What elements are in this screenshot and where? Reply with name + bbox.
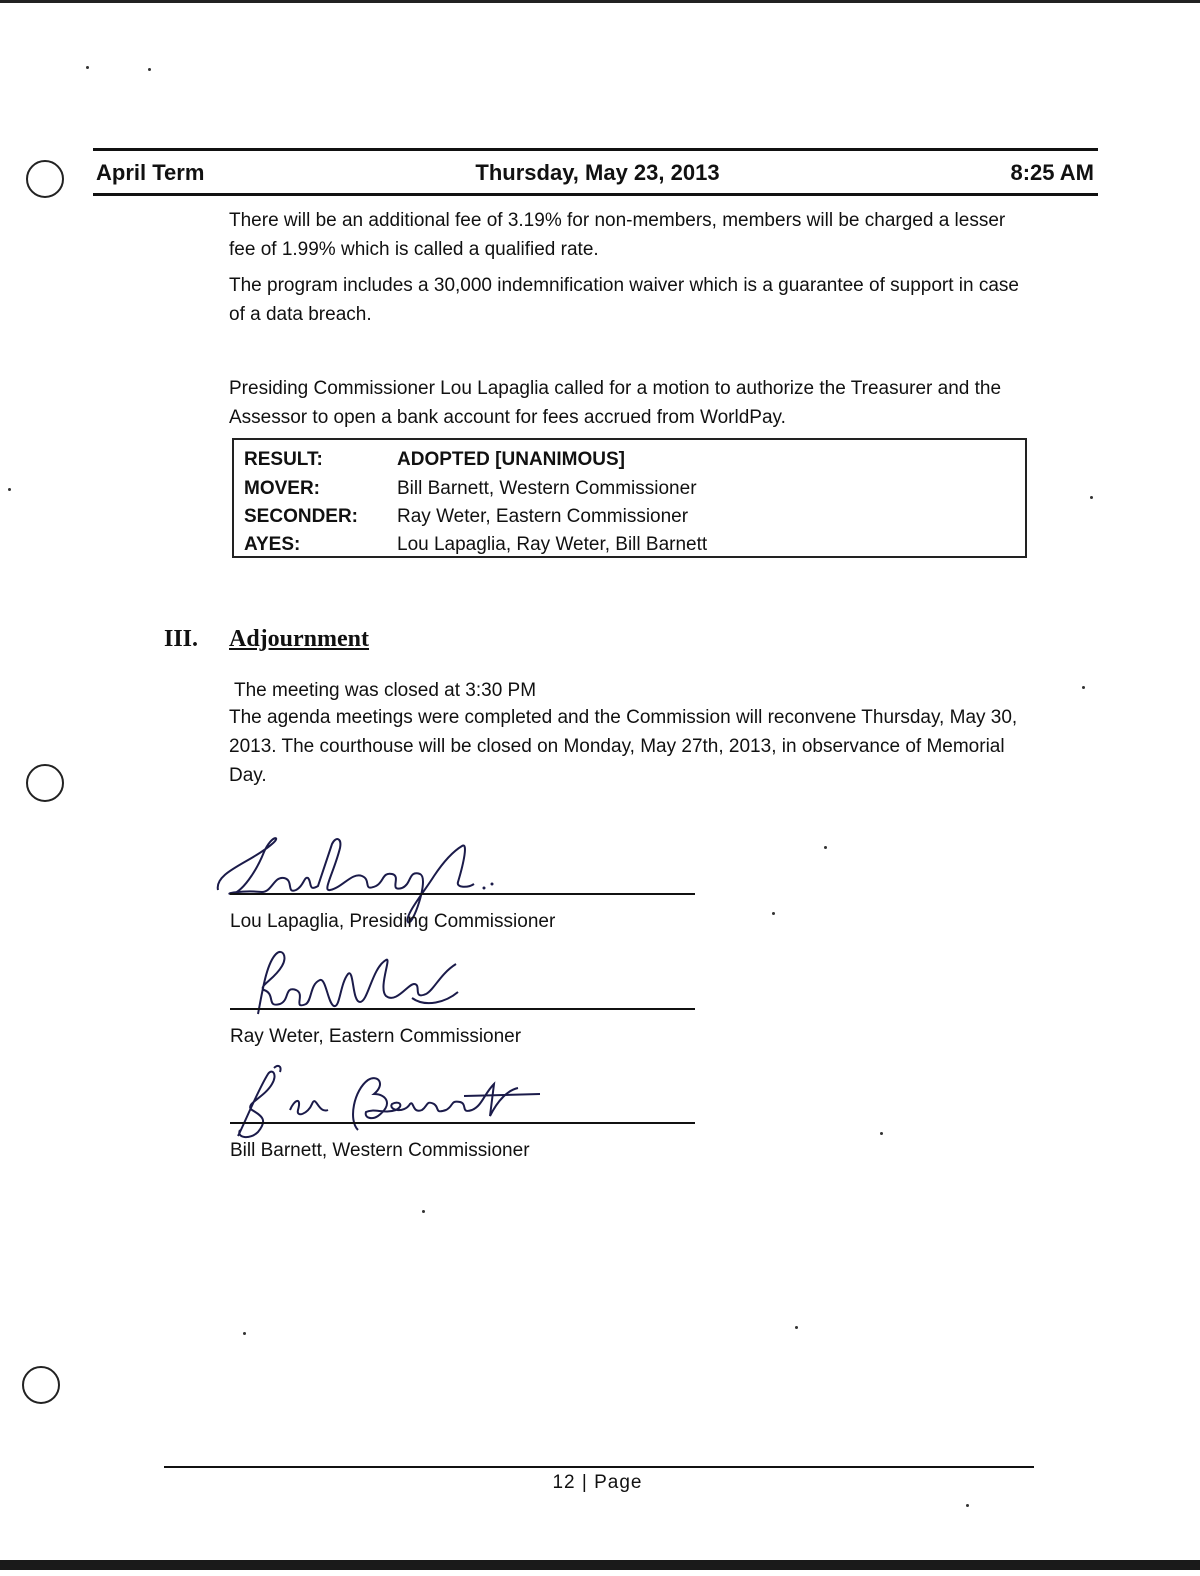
result-value: ADOPTED [UNANIMOUS]	[397, 449, 625, 470]
scan-top-edge	[0, 0, 1200, 3]
signature-caption-3: Bill Barnett, Western Commissioner	[230, 1140, 530, 1161]
scan-speck	[243, 1332, 246, 1335]
header-term: April Term	[96, 160, 205, 185]
signature-bill-barnett	[228, 1060, 558, 1150]
scan-speck	[148, 68, 151, 71]
scan-speck	[86, 66, 89, 69]
signature-caption-1: Lou Lapaglia, Presiding Commissioner	[230, 911, 556, 932]
signature-line-1	[230, 893, 695, 895]
meeting-closed-line: The meeting was closed at 3:30 PM	[234, 680, 537, 701]
scan-speck	[966, 1504, 969, 1507]
scan-speck	[8, 488, 11, 491]
scan-speck	[795, 1326, 798, 1329]
ayes-label: AYES:	[244, 534, 301, 555]
header-top-rule	[93, 148, 1098, 151]
scan-bottom-edge	[0, 1560, 1200, 1570]
scan-speck	[880, 1132, 883, 1135]
vote-result-table	[232, 438, 1027, 558]
result-label: RESULT:	[244, 449, 323, 470]
section-title: Adjournment	[229, 626, 370, 652]
scan-speck	[1090, 496, 1093, 499]
fee-paragraph: There will be an additional fee of 3.19% for non-members, members will be charged a lesser fee of 1.99% which is called a qualified rate.	[229, 210, 1006, 260]
signature-caption-2: Ray Weter, Eastern Commissioner	[230, 1026, 522, 1047]
header-time: 8:25 AM	[1010, 160, 1094, 185]
mover-value: Bill Barnett, Western Commissioner	[397, 478, 697, 499]
page-number: 12 | Page	[552, 1472, 643, 1493]
reconvene-paragraph: The agenda meetings were completed and the Commission will reconvene Thursday, May 30, 2013. The courthouse will be closed on Monday, May 27th, 2013, in observance of Memorial Day.	[229, 707, 1018, 786]
scan-speck	[422, 1210, 425, 1213]
ayes-value: Lou Lapaglia, Ray Weter, Bill Barnett	[397, 534, 708, 555]
signature-line-3	[230, 1122, 695, 1124]
waiver-paragraph: The program includes a 30,000 indemnification waiver which is a guarantee of support in case of a data breach.	[229, 275, 1020, 325]
header-bottom-rule	[93, 193, 1098, 196]
footer-rule	[164, 1466, 1034, 1468]
scan-speck	[1082, 686, 1085, 689]
mover-label: MOVER:	[244, 478, 320, 499]
punch-hole-middle	[26, 764, 64, 802]
motion-paragraph: Presiding Commissioner Lou Lapaglia called for a motion to authorize the Treasurer and the Assessor to open a bank account for fees accrued from WorldPay.	[229, 378, 1002, 428]
section-number: III.	[164, 626, 199, 652]
header-date: Thursday, May 23, 2013	[475, 160, 720, 185]
scan-speck	[772, 912, 775, 915]
seconder-label: SECONDER:	[244, 506, 359, 527]
punch-hole-bottom	[22, 1366, 60, 1404]
scan-speck	[824, 846, 827, 849]
seconder-value: Ray Weter, Eastern Commissioner	[397, 506, 689, 527]
signature-line-2	[230, 1008, 695, 1010]
